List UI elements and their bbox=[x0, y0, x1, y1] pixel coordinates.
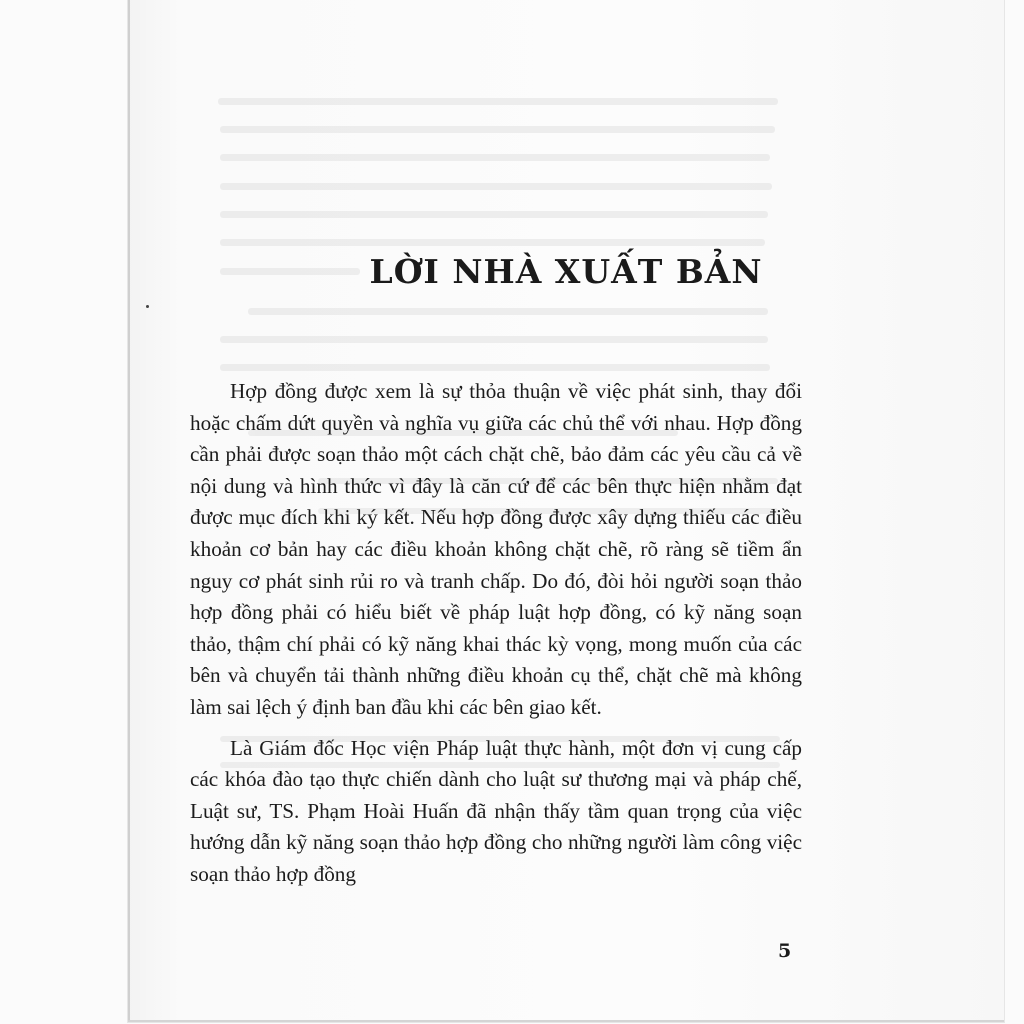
paragraph: Hợp đồng được xem là sự thỏa thuận về việc phát sinh, thay đổi hoặc chấm dứt quyền và nghĩa vụ giữa các chủ thể với nhau. Hợp đồng cần phải được soạn thảo một cách chặt chẽ, bảo đảm các yêu cầu cả về nội dung và hình thức vì đây là căn cứ để các bên thực hiện nhằm đạt được mục đích khi ký kết. Nếu hợp đồng được xây dựng thiếu các điều khoản cơ bản hay các điều khoản không chặt chẽ, rõ ràng sẽ tiềm ẩn nguy cơ phát sinh rủi ro và tranh chấp. Do đó, đòi hỏi người soạn thảo hợp đồng phải có hiểu biết về pháp luật hợp đồng, có kỹ năng soạn thảo, thậm chí phải có kỹ năng khai thác kỳ vọng, mong muốn của các bên và chuyển tải thành những điều khoản cụ thể, chặt chẽ mà không làm sai lệch ý định ban đầu khi các bên giao kết. bbox=[190, 379, 802, 719]
page-bottom-edge bbox=[128, 1020, 1004, 1022]
paragraph: Là Giám đốc Học viện Pháp luật thực hành, một đơn vị cung cấp các khóa đào tạo thực chiến dành cho luật sư thương mại và pháp chế, Luật sư, TS. Phạm Hoài Huấn đã nhận thấy tầm quan trọng của việc hướng dẫn kỹ năng soạn thảo hợp đồng cho những người làm công việc soạn thảo hợp đồng bbox=[190, 735, 802, 886]
ink-speck bbox=[146, 305, 149, 308]
page-number: 5 bbox=[778, 940, 792, 962]
book-page bbox=[128, 0, 1004, 1022]
page-title: LỜI NHÀ XUẤT BẢN bbox=[369, 252, 763, 291]
page-left-edge bbox=[128, 0, 130, 1022]
body-text bbox=[190, 376, 802, 891]
